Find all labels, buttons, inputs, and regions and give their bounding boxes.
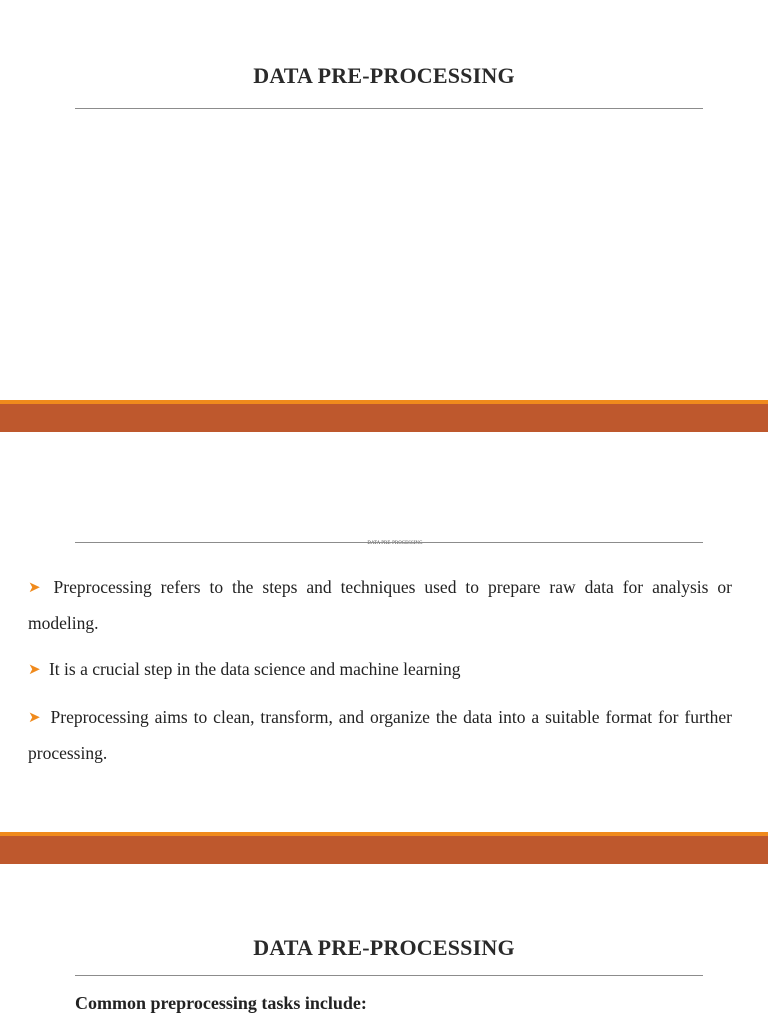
slide-title: DATA PRE-PROCESSING [253,63,515,88]
arrowhead-bullet-icon: ➤ [28,580,41,596]
slide-separator-bar [0,400,768,432]
bullet-item [28,652,732,688]
title-divider [75,108,703,109]
arrowhead-bullet-icon: ➤ [28,662,41,678]
bullet-text: Preprocessing refers to the steps and techniques used to prepare raw data for analysis or modeling. [28,577,732,633]
arrowhead-bullet-icon: ➤ [28,710,41,726]
slide-3 [0,864,768,1024]
section-subheading: Common preprocessing tasks include: [75,993,367,1013]
bullet-text: Preprocessing aims to clean, transform, and organize the data into a suitable format for further processing. [28,707,733,763]
bullet-text: It is a crucial step in the data science and machine learning [48,659,461,679]
slide-1 [0,0,768,400]
title-divider [75,975,703,976]
bullet-item [28,570,732,640]
bullet-item [28,700,732,770]
title-divider [75,542,703,543]
bullet-list [28,570,732,782]
slide-title-small: DATA PRE-PROCESSING [367,541,423,546]
slide-title: DATA PRE-PROCESSING [253,935,515,960]
slide-separator-bar [0,832,768,864]
slide-2 [0,432,768,832]
